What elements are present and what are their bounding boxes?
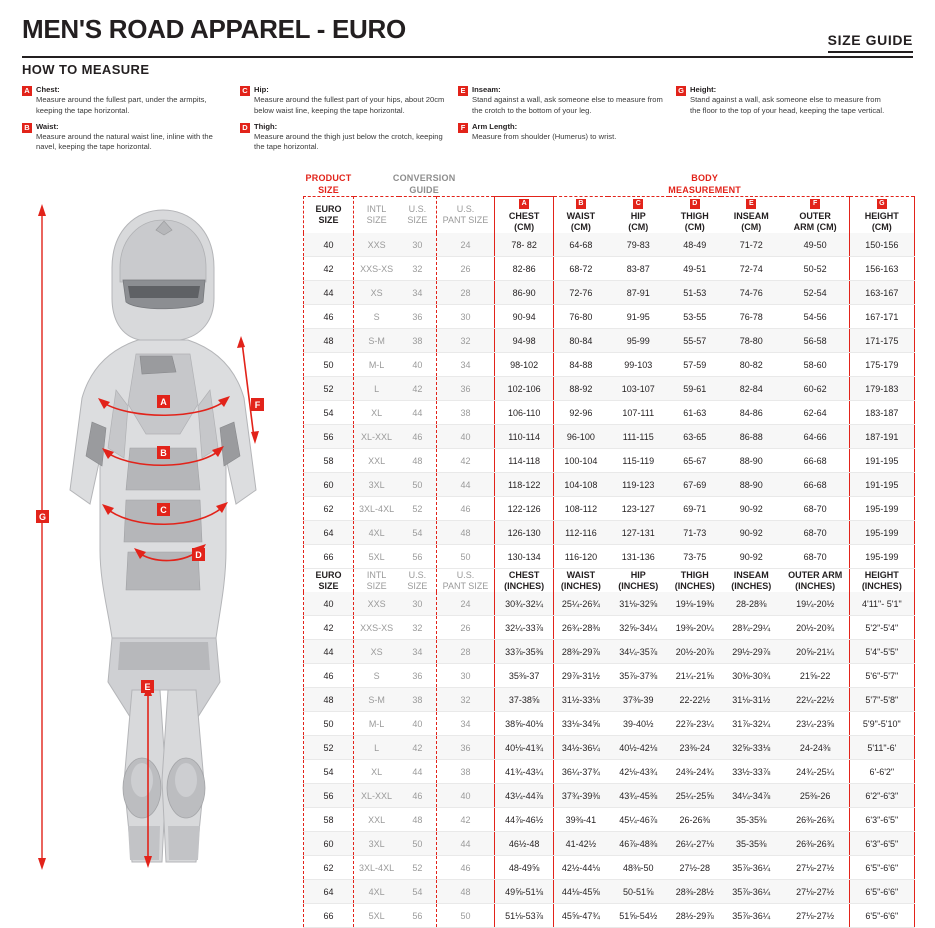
table-row: 64 4XL 54 48 126-130 112-116 127-131 71-73 90-92 68-70 195-199 — [304, 521, 915, 545]
group-title-conversion-guide: CONVERSION GUIDE — [392, 173, 456, 195]
tag-b-icon: B — [22, 123, 32, 133]
how-to-column-4 — [676, 85, 888, 159]
header-us-pant-size: U.S. PANT SIZE — [436, 197, 495, 234]
table-row: 48 S-M 38 32 94-98 80-84 95-99 55-57 78-80 56-58 171-175 — [304, 329, 915, 353]
header-intl-size: INTL SIZE — [366, 204, 387, 225]
header-thigh-in: THIGH (INCHES) — [674, 569, 715, 591]
header-height-in: HEIGHT (INCHES) — [849, 569, 914, 593]
group-title-body-measurement: BODY MEASUREMENT — [668, 173, 741, 195]
measure-desc-arm-length: Measure from shoulder (Humerus) to wrist. — [472, 132, 617, 141]
header-thigh-cm: D THIGH (CM) — [680, 200, 709, 232]
how-to-column-1 — [22, 85, 234, 159]
table-row: 62 3XL-4XL 52 46 122-126 108-112 123-127 69-71 90-92 68-70 195-199 — [304, 497, 915, 521]
measure-name-thigh: Thigh: — [254, 121, 278, 131]
table-row: 50 M-L 40 34 38⅝-40⅛ 33⅛-34⅝ 39-40½ 22⅞-23¼ 31⅞-32¼ 23¼-23⅝ 5'9"-5'10" — [304, 712, 915, 736]
table-row: 64 4XL 54 48 49⅝-51⅛ 44⅛-45⅝ 50-51⅝ 28⅜-28½ 35⅞-36¼ 27⅛-27½ 6'5"-6'6" — [304, 880, 915, 904]
table-row: 66 5XL 56 50 51⅛-53⅞ 45⅝-47¾ 51⅝-54½ 28½-29⅞ 35⅞-36¼ 27⅛-27½ 6'5"-6'6" — [304, 904, 915, 928]
table-row: 60 3XL 50 44 46½-48 41-42½ 46⅞-48⅜ 26¼-27⅛ 35-35⅜ 26⅜-26¾ 6'3"-6'5" — [304, 832, 915, 856]
measure-name-inseam: Inseam: — [472, 85, 501, 94]
table-row: 42 XXS-XS 32 26 32¼-33⅞ 26¾-28⅜ 32⅝-34¼ 19⅜-20¼ 28¾-29¼ 20½-20¾ 5'2"-5'4" — [304, 616, 915, 640]
letter-e-icon: E — [746, 199, 756, 209]
header-chest-cm: A CHEST (CM) — [495, 197, 554, 234]
header-inseam-cm: E INSEAM (CM) — [733, 200, 769, 232]
how-to-column-2 — [240, 85, 452, 159]
page-header — [22, 14, 913, 54]
letter-a-icon: A — [519, 199, 529, 209]
measure-name-arm-length: Arm Length: — [472, 121, 518, 131]
letter-d-icon: D — [690, 199, 700, 209]
header-waist-in: WAIST (INCHES) — [560, 569, 601, 591]
table-header-row-inches — [304, 569, 915, 593]
measure-item-height — [676, 85, 888, 116]
header-hip-in: HIP (INCHES) — [618, 569, 659, 591]
measure-item-chest — [22, 85, 234, 116]
table-row: 46 S 36 30 35⅜-37 29⅞-31½ 35⅞-37⅜ 21¼-21⅝ 30⅜-30¾ 21⅝-22 5'6"-5'7" — [304, 664, 915, 688]
tag-f-icon: F — [458, 123, 468, 133]
header-intl-size-in: INTL SIZE — [366, 569, 387, 591]
measure-desc-hip: Measure around the fullest part of your hips, about 20cm below waist line, keeping the tape horizontal. — [254, 95, 445, 115]
rider-measurement-diagram — [20, 190, 300, 890]
measure-name-chest: Chest: — [36, 85, 60, 94]
header-chest-in: CHEST (INCHES) — [495, 569, 554, 593]
table-row: 44 XS 34 28 86-90 72-76 87-91 51-53 74-76 52-54 163-167 — [304, 281, 915, 305]
measure-desc-inseam: Stand against a wall, ask someone else to measure from the crotch to the bottom of your leg. — [472, 95, 663, 115]
table-row: 66 5XL 56 50 130-134 116-120 131-136 73-75 90-92 68-70 195-199 — [304, 545, 915, 569]
table-row: 52 L 42 36 40⅛-41¾ 34½-36¼ 40½-42⅛ 23⅜-24 32⅝-33⅛ 24-24⅜ 5'11"-6' — [304, 736, 915, 760]
svg-text:B: B — [160, 448, 167, 458]
table-row: 46 S 36 30 90-94 76-80 91-95 53-55 76-78 54-56 167-171 — [304, 305, 915, 329]
table-row: 60 3XL 50 44 118-122 104-108 119-123 67-69 88-90 66-68 191-195 — [304, 473, 915, 497]
rider-figure-svg — [20, 190, 300, 890]
header-euro-size: EURO SIZE — [304, 197, 354, 234]
measure-name-hip: Hip: — [254, 85, 269, 94]
table-row: 54 XL 44 38 106-110 92-96 107-111 61-63 84-86 62-64 183-187 — [304, 401, 915, 425]
how-to-measure-columns — [22, 85, 913, 159]
measure-item-inseam — [458, 85, 670, 116]
measure-item-thigh — [240, 122, 452, 153]
measure-desc-height: Stand against a wall, ask someone else to measure from the floor to the top of your head, keeping the tape vertical. — [690, 95, 885, 115]
tag-e-icon: E — [458, 86, 468, 96]
table-row: 54 XL 44 38 41¾-43¼ 36¼-37¾ 42⅛-43¾ 24⅜-24¾ 33½-33⅞ 24¾-25¼ 6'-6'2" — [304, 760, 915, 784]
page-title: MEN'S ROAD APPAREL - EURO — [22, 14, 406, 44]
how-to-measure-title: HOW TO MEASURE — [22, 62, 150, 77]
svg-text:C: C — [160, 505, 167, 515]
group-title-product-size: PRODUCT SIZE — [305, 173, 352, 195]
svg-text:D: D — [195, 550, 202, 560]
header-hip-cm: C HIP (CM) — [628, 200, 649, 232]
header-height-cm: G HEIGHT (CM) — [849, 197, 914, 234]
letter-f-icon: F — [810, 199, 820, 209]
size-chart-table — [303, 172, 915, 928]
header-us-size-in: U.S. SIZE — [407, 569, 428, 591]
table-row: 42 XXS-XS 32 26 82-86 68-72 83-87 49-51 72-74 50-52 156-163 — [304, 257, 915, 281]
measure-item-arm-length — [458, 122, 670, 143]
table-row: 56 XL-XXL 46 40 110-114 96-100 111-115 63-65 86-88 64-66 187-191 — [304, 425, 915, 449]
tag-d-icon: D — [240, 123, 250, 133]
table-row: 40 XXS 30 24 78- 82 64-68 79-83 48-49 71-72 49-50 150-156 — [304, 233, 915, 257]
table-row: 44 XS 34 28 33⅞-35⅜ 28⅜-29⅞ 34¼-35⅞ 20½-20⅞ 29½-29⅞ 20⅝-21¼ 5'4"-5'5" — [304, 640, 915, 664]
table-row: 58 XXL 48 42 114-118 100-104 115-119 65-67 88-90 66-68 191-195 — [304, 449, 915, 473]
measure-name-waist: Waist: — [36, 121, 59, 131]
letter-b-icon: B — [576, 199, 586, 209]
how-to-column-3 — [458, 85, 670, 159]
svg-text:G: G — [38, 512, 47, 522]
table-row: 50 M-L 40 34 98-102 84-88 99-103 57-59 80-82 58-60 175-179 — [304, 353, 915, 377]
size-guide-label: SIZE GUIDE — [828, 32, 913, 53]
svg-text:E: E — [144, 682, 151, 692]
how-to-measure-section — [22, 62, 913, 159]
header-waist-cm: B WAIST (CM) — [566, 200, 596, 232]
header-euro-size-in: EURO SIZE — [304, 569, 354, 593]
header-outer-arm-cm: F OUTER ARM (CM) — [793, 200, 837, 232]
svg-text:A: A — [160, 397, 167, 407]
table-row: 52 L 42 36 102-106 88-92 103-107 59-61 82-84 60-62 179-183 — [304, 377, 915, 401]
measure-name-height: Height: — [690, 85, 717, 94]
letter-c-icon: C — [633, 199, 643, 209]
header-us-pant-size-in: U.S. PANT SIZE — [436, 569, 495, 593]
header-outer-arm-in: OUTER ARM (INCHES) — [788, 569, 843, 591]
size-chart-table-wrap — [303, 172, 915, 928]
table-row: 48 S-M 38 32 37-38⅝ 31½-33⅛ 37⅜-39 22-22½ 31⅛-31½ 22¼-22½ 5'7"-5'8" — [304, 688, 915, 712]
tag-a-icon: A — [22, 86, 32, 96]
tag-c-icon: C — [240, 86, 250, 96]
table-header-row-cm — [304, 197, 915, 234]
table-row: 56 XL-XXL 46 40 43¼-44⅞ 37¾-39⅜ 43¾-45⅜ 25¼-25⅝ 34¼-34⅞ 25⅜-26 6'2"-6'3" — [304, 784, 915, 808]
table-row: 40 XXS 30 24 30¾-32¼ 25¼-26¾ 31⅛-32⅝ 19⅛-19⅜ 28-28⅜ 19¼-20½ 4'11"- 5'1" — [304, 592, 915, 616]
table-row: 62 3XL-4XL 52 46 48-49⅝ 42½-44⅛ 48⅜-50 27½-28 35⅞-36¼ 27⅛-27½ 6'5"-6'6" — [304, 856, 915, 880]
measure-item-hip — [240, 85, 452, 116]
table-row: 58 XXL 48 42 44⅞-46½ 39⅜-41 45¼-46⅞ 26-26⅜ 35-35⅜ 26⅜-26¾ 6'3"-6'5" — [304, 808, 915, 832]
measure-desc-thigh: Measure around the thigh just below the crotch, keeping the tape horizontal. — [254, 132, 443, 152]
svg-text:F: F — [254, 400, 261, 410]
letter-g-icon: G — [877, 199, 887, 209]
header-divider — [22, 56, 913, 58]
header-us-size: U.S. SIZE — [407, 204, 428, 225]
measure-desc-waist: Measure around the natural waist line, inline with the navel, keeping the tape horizontal. — [36, 132, 213, 152]
measure-desc-chest: Measure around the fullest part, under the armpits, keeping the tape horizontal. — [36, 95, 207, 115]
tag-g-icon: G — [676, 86, 686, 96]
measure-item-waist — [22, 122, 234, 153]
table-group-title-row — [304, 172, 915, 197]
header-inseam-in: INSEAM (INCHES) — [731, 569, 772, 591]
